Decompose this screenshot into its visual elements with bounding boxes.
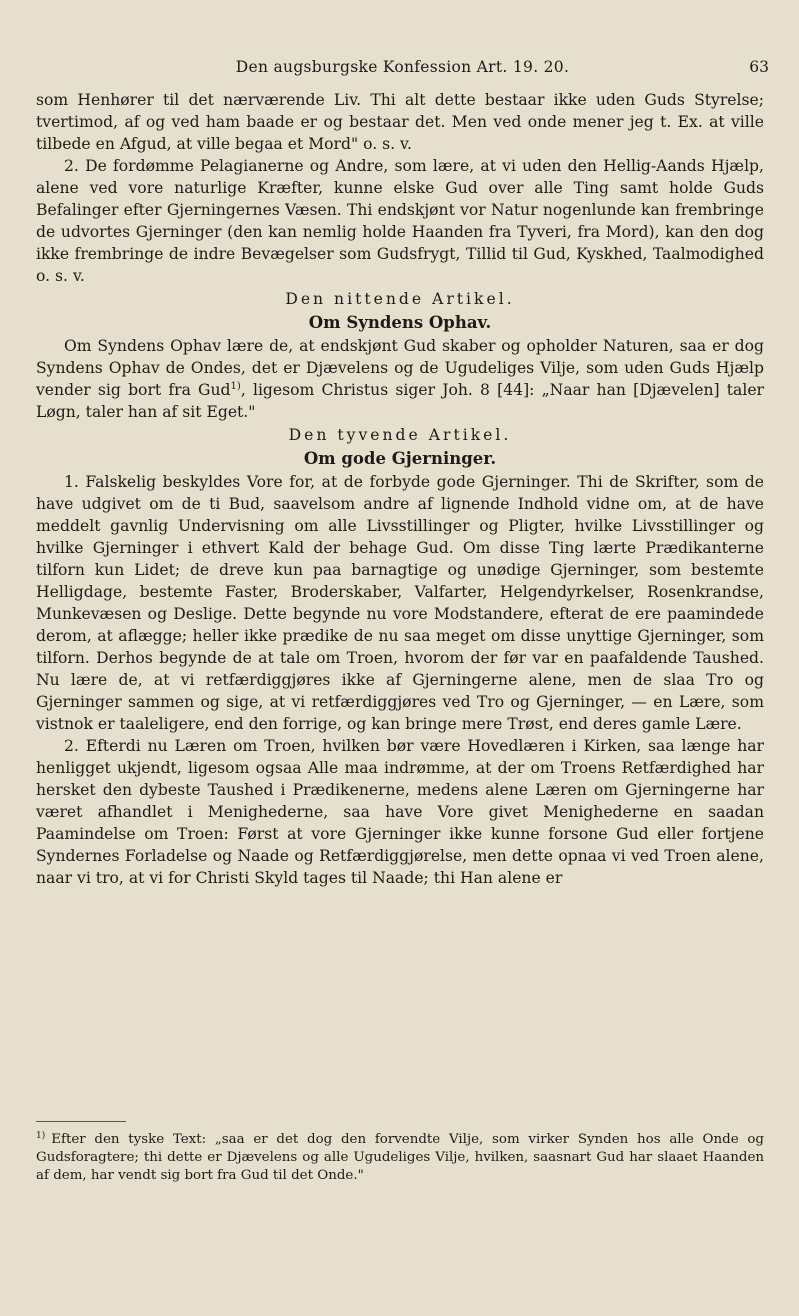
article-20-title: Om gode Gjerninger. (303, 449, 497, 468)
running-header (36, 58, 769, 82)
footnote (36, 1131, 764, 1185)
running-title: Den augsburgske Konfession Art. 19. 20. (235, 58, 570, 76)
paragraph-art19 (36, 335, 764, 423)
article-19-heading: Den nittende Artikel. (285, 290, 515, 308)
page-number: 63 (749, 58, 769, 76)
footnote-divider (36, 1121, 126, 1122)
paragraph-art18-2: 2. De fordømme Pelagianerne og Andre, som lære, at vi uden den Hellig-Aands Hjælp, alene ved vore naturlige Kræfter, kunne elske Gud over alle Ting samt holde Guds Befalinger efter Gjerningernes Væsen. Thi endskjønt vor Natur nogenlunde kan frembringe de udvortes Gjerninger (den kan nemlig holde Haanden fra Tyveri, fra Mord), kan den dog ikke frembringe de indre Bevægelser som Gudsfrygt, Tillid til Gud, Kyskhed, Taalmodighed o. s. v. (36, 157, 764, 285)
footnote-text: Efter den tyske Text: „saa er det dog den forvendte Vilje, som virker Synden hos alle Onde og Gudsforagtere; thi dette er Djævelens og alle Ugudeliges Vilje, hvilken, saasnart Gud har slaaet Haanden af dem, har vendt sig bort fra Gud til det Onde." (36, 1132, 764, 1183)
paragraph-art20-1: 1. Falskelig beskyldes Vore for, at de forbyde gode Gjerninger. Thi de Skrifter, som de have udgivet om de ti Bud, saavelsom andre af lignende Indhold vidne om, at de have meddelt gavnlig Undervisning om alle Livsstillinger og Pligter, hvilke Livsstillinger og hvilke Gjerninger i ethvert Kald der behage Gud. Om disse Ting lærte Prædikanterne tilforn kun Lidet; de dreve kun paa barnagtige og unødige Gjerninger, som bestemte Helligdage, bestemte Faster, Broderskaber, Valfarter, Helgendyrkelser, Rosenkrandse, Munkevæsen og Deslige. Dette begynde nu vore Modstandere, efterat de ere paamindede derom, at aflægge; heller ikke prædike de nu saa meget om disse unyttige Gjerninger, som tilforn. Derhos begynde de at tale om Troen, hvorom der før var en paafaldende Taushed. Nu lære de, at vi retfærdiggjøres ikke af Gjerningerne alene, men de slaa Tro og Gjerninger sammen og sige, at vi retfærdiggjøres ved Tro og Gjerninger, — en Lære, som vistnok er taaleligere, end den forrige, og kan bringe mere Trøst, end deres gamle Lære. (36, 473, 764, 733)
article-19-title: Om Syndens Ophav. (308, 313, 492, 332)
paragraph-art20-2: 2. Efterdi nu Læren om Troen, hvilken bør være Hovedlæren i Kirken, saa længe har henligget ukjendt, ligesom ogsaa Alle maa indrømme, at der om Troens Retfærdighed har hersket den dybeste Taushed i Prædikenerne, medens alene Læren om Gjerningerne har været afhandlet i Menighederne, saa have Vore givet Menighederne en saadan Paamindelse om Troen: Først at vore Gjerninger ikke kunne forsone Gud eller fortjene Syndernes Forladelse og Naade og Retfærdiggjørelse, men dette opnaa vi ved Troen alene, naar vi tro, at vi for Christi Skyld tages til Naade; thi Han alene er (36, 737, 764, 887)
paragraph-art19-text-b: , ligesom Christus siger Joh. 8 [44]: „Naar han [Djævelen] taler Løgn, taler han af sit Eget." (36, 381, 764, 421)
paragraph-continuation: som Henhører til det nærværende Liv. Thi alt dette bestaar ikke uden Guds Styrelse; tvertimod, af og ved ham baade er og bestaar det. Men ved onde mener jeg t. Ex. at ville tilbede en Afgud, at ville begaa et Mord" o. s. v. (36, 91, 764, 153)
footnote-reference[interactable]: 1) (230, 380, 241, 392)
article-20-heading: Den tyvende Artikel. (288, 426, 512, 444)
main-text (36, 89, 764, 889)
footnote-marker: 1) (36, 1130, 46, 1141)
paragraph-art19-text-a: Om Syndens Ophav lære de, at endskjønt Gud skaber og opholder Naturen, saa er dog Syndens Ophav de Ondes, det er Djævelens og de Ugudeliges Vilje, som uden Guds Hjælp vender sig bort fra Gud (36, 337, 764, 399)
